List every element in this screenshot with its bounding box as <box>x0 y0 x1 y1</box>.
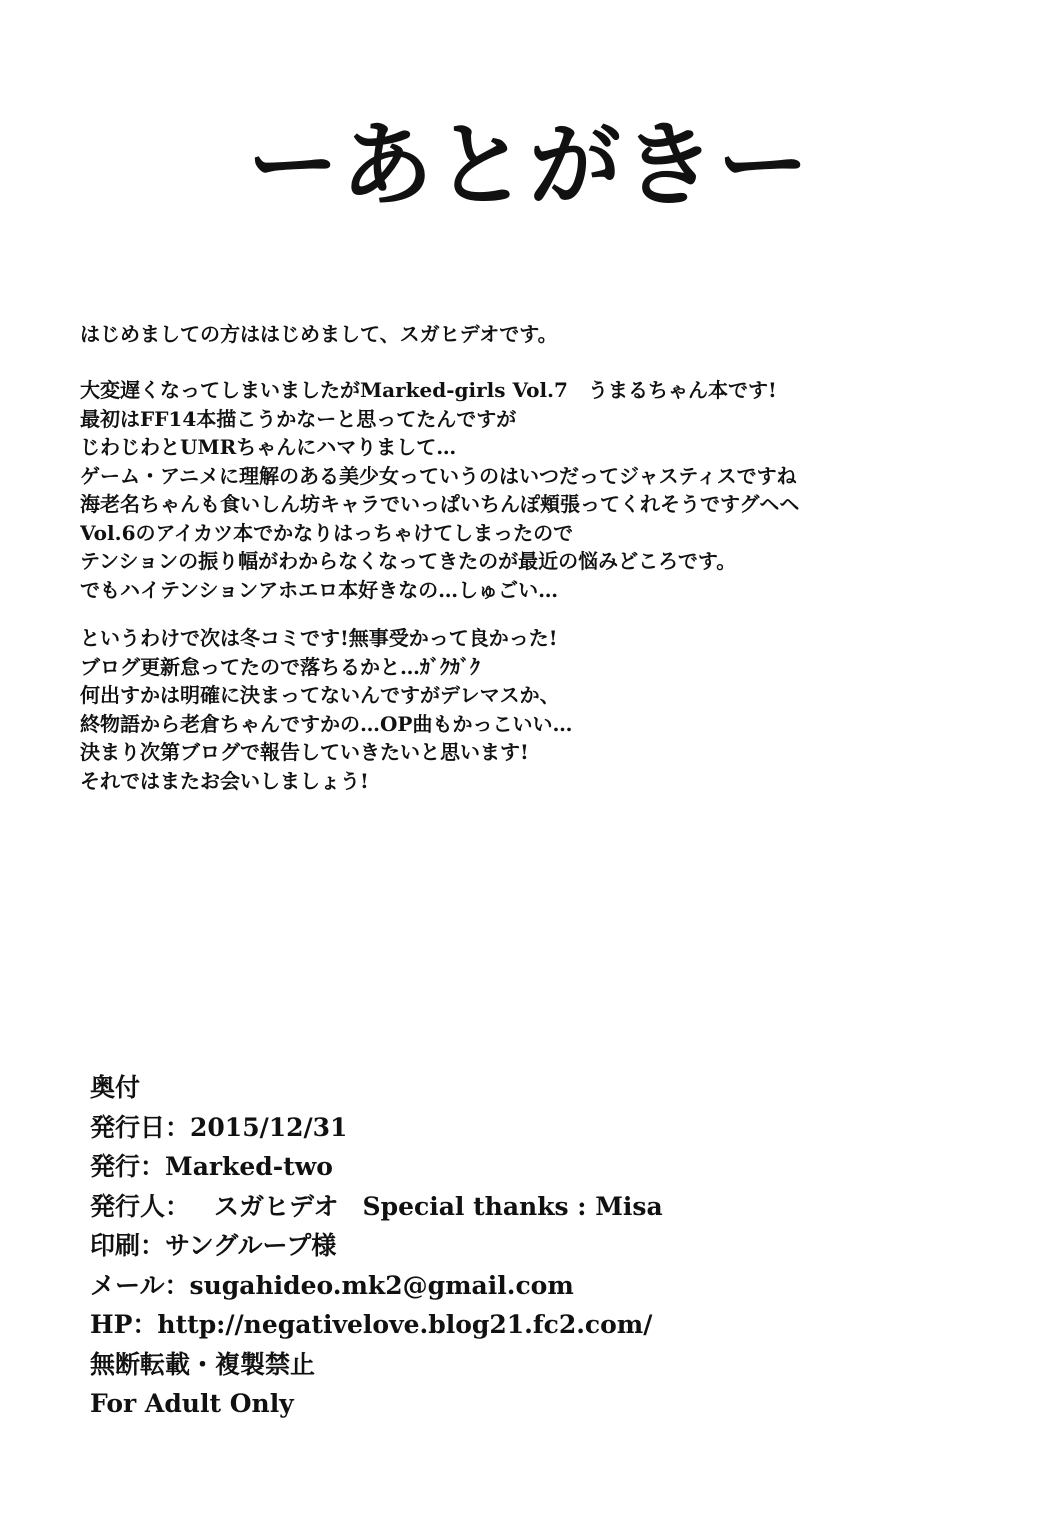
mail-value: sugahideo.mk2@gmail.com <box>189 1270 574 1300</box>
colophon-heading: 奥付 <box>90 1073 141 1102</box>
special-thanks: Special thanks : Misa <box>362 1191 663 1221</box>
text-line: ゲーム・アニメに理解のある美少女っていうのはいつだってジャスティスですね <box>80 463 797 488</box>
rating-notice: For Adult Only <box>90 1389 294 1418</box>
colophon-publisher <box>90 1147 990 1187</box>
colophon-printer <box>90 1226 990 1266</box>
colophon-mail <box>90 1266 990 1306</box>
text-line: じわじわとUMRちゃんにハマりまして… <box>80 435 457 459</box>
colophon-homepage <box>90 1305 990 1345</box>
text-line: ブログ更新怠ってたので落ちるかと…ｶﾞｸｶﾞｸ <box>80 654 480 679</box>
copyright-notice: 無断転載・複製禁止 <box>90 1349 316 1379</box>
author-label: 発行人： <box>90 1191 191 1221</box>
date-value: 2015/12/31 <box>190 1112 348 1142</box>
printer-label: 印刷： <box>90 1231 166 1260</box>
body-paragraph-2 <box>80 624 980 795</box>
text-line: 大変遅くなってしまいましたがMarked-girls Vol.7 うまるちゃん本です! <box>80 378 777 402</box>
text-line: はじめましての方ははじめまして、スガヒデオです。 <box>80 322 558 346</box>
text-line: というわけで次は冬コミです!無事受かって良かった! <box>80 626 558 650</box>
colophon-date <box>90 1108 990 1148</box>
body-paragraph-1 <box>80 376 980 604</box>
text-line: でもハイテンションアホエロ本好きなの…しゅごい… <box>80 577 559 602</box>
date-label: 発行日： <box>90 1112 191 1142</box>
mail-label: メール： <box>90 1270 190 1300</box>
colophon-author <box>90 1187 990 1227</box>
text-line: 海老名ちゃんも食いしん坊キャラでいっぱいちんぽ頬張ってくれそうですグヘヘ <box>80 492 800 516</box>
publisher-label: 発行： <box>90 1152 166 1181</box>
text-line: それではまたお会いしましょう! <box>80 768 369 793</box>
text-line: Vol.6のアイカツ本でかなりはっちゃけてしまったので <box>80 520 574 545</box>
text-line: 終物語から老倉ちゃんですかの…OP曲もかっこいい… <box>80 711 573 736</box>
hp-label: HP： <box>90 1310 158 1339</box>
text-line: 何出すかは明確に決まってないんですがデレマスか、 <box>80 683 560 707</box>
printer-value: サングループ様 <box>165 1231 337 1260</box>
text-line: テンションの振り幅がわからなくなってきたのが最近の悩みどころです。 <box>80 549 737 573</box>
text-line: 決まり次第ブログで報告していきたいと思います! <box>80 740 529 764</box>
author-value: スガヒデオ <box>214 1191 339 1221</box>
hp-value: http://negativelove.blog21.fc2.com/ <box>157 1310 653 1339</box>
text-line: 最初はFF14本描こうかなーと思ってたんですが <box>80 406 517 431</box>
greeting-paragraph <box>80 320 980 349</box>
page-title: ーあとがきー <box>246 111 811 219</box>
publisher-value: Marked-two <box>165 1152 333 1181</box>
colophon <box>90 1068 990 1424</box>
